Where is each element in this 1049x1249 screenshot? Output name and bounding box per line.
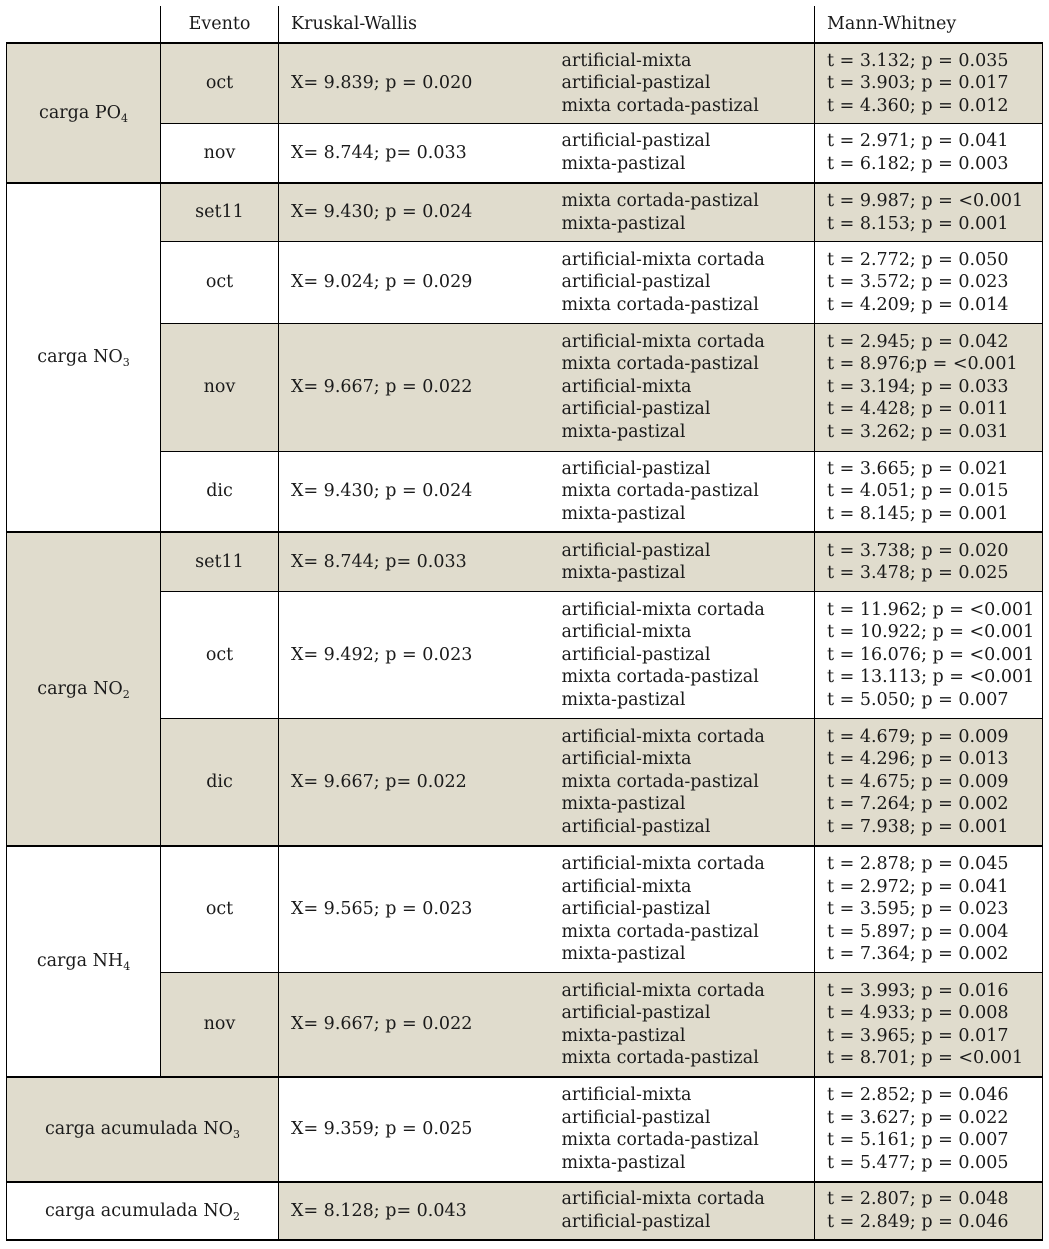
group-label-po4: carga $PO_4$ <box>7 43 161 183</box>
kruskal-cell: X= 8.128; p= 0.043 <box>279 1182 550 1240</box>
mann-whitney-cell <box>815 242 1043 323</box>
mw-line: t = 4.675; p = 0.009 <box>827 771 1009 792</box>
pairs-cell <box>550 1182 815 1240</box>
evento-cell: set11 <box>161 532 279 591</box>
mann-whitney-cell <box>815 43 1043 123</box>
pair-line: mixta cortada-pastizal <box>561 191 759 212</box>
kruskal-cell: X= 9.430; p = 0.024 <box>279 451 550 532</box>
pair-line: artificial-mixta cortada <box>561 980 765 1001</box>
mw-line: t = 5.897; p = 0.004 <box>827 921 1009 942</box>
mw-line: t = 2.945; p = 0.042 <box>827 331 1009 352</box>
mw-line: t = 6.182; p = 0.003 <box>827 153 1009 174</box>
pair-line: mixta-pastizal <box>561 689 686 710</box>
pairs-cell <box>550 451 815 532</box>
mw-line: t = 3.993; p = 0.016 <box>827 980 1009 1001</box>
mw-line: t = 3.194; p = 0.033 <box>827 376 1009 397</box>
pair-line: artificial-pastizal <box>561 816 711 837</box>
pair-line: mixta-pastizal <box>561 153 686 174</box>
pair-line: artificial-mixta <box>561 749 692 770</box>
pair-line: artificial-pastizal <box>561 540 711 561</box>
kruskal-cell: X= 9.492; p = 0.023 <box>279 592 550 719</box>
pair-line: mixta cortada-pastizal <box>561 481 759 502</box>
pair-line: artificial-pastizal <box>561 458 711 479</box>
pair-line: mixta-pastizal <box>561 1152 686 1173</box>
group-label-no3: carga $NO_3$ <box>7 183 161 533</box>
mw-line: t = 3.132; p = 0.035 <box>827 50 1009 71</box>
pairs-cell <box>550 123 815 182</box>
mann-whitney-cell <box>815 123 1043 182</box>
pairs-cell <box>550 1077 815 1182</box>
pair-line: artificial-mixta <box>561 876 692 897</box>
pair-line: mixta cortada-pastizal <box>561 1130 759 1151</box>
pairs-cell <box>550 183 815 242</box>
header-mann-whitney: Mann-Whitney <box>815 6 1043 43</box>
mw-line: t = 11.962; p = <0.001 <box>827 599 1035 620</box>
mw-line: t = 5.050; p = 0.007 <box>827 689 1009 710</box>
evento-cell: set11 <box>161 183 279 242</box>
table-row <box>7 123 1043 182</box>
kruskal-cell: X= 9.667; p = 0.022 <box>279 323 550 451</box>
pair-line: artificial-mixta <box>561 622 692 643</box>
mann-whitney-cell <box>815 323 1043 451</box>
evento-cell: nov <box>161 323 279 451</box>
kruskal-cell: X= 9.024; p = 0.029 <box>279 242 550 323</box>
mann-whitney-cell <box>815 973 1043 1078</box>
pairs-cell <box>550 43 815 123</box>
pair-line: mixta cortada-pastizal <box>561 354 759 375</box>
pair-line: mixta-pastizal <box>561 421 686 442</box>
mw-line: t = 3.572; p = 0.023 <box>827 272 1009 293</box>
pair-line: mixta cortada-pastizal <box>561 771 759 792</box>
kruskal-cell: X= 9.430; p = 0.024 <box>279 183 550 242</box>
pair-line: mixta-pastizal <box>561 563 686 584</box>
table-row <box>7 183 1043 242</box>
pair-line: mixta cortada-pastizal <box>561 1048 759 1069</box>
group-label-acumulada-no3: carga acumulada $NO_3$ <box>7 1077 279 1182</box>
evento-cell: oct <box>161 846 279 973</box>
pairs-cell <box>550 592 815 719</box>
pairs-cell <box>550 718 815 846</box>
pair-line: artificial-pastizal <box>561 272 711 293</box>
mw-line: t = 3.627; p = 0.022 <box>827 1107 1009 1128</box>
mw-line: t = 2.807; p = 0.048 <box>827 1189 1009 1210</box>
pair-line: artificial-mixta <box>561 376 692 397</box>
pairs-cell <box>550 973 815 1078</box>
mw-line: t = 2.849; p = 0.046 <box>827 1211 1009 1232</box>
mw-line: t = 3.738; p = 0.020 <box>827 540 1009 561</box>
pair-line: artificial-mixta cortada <box>561 331 765 352</box>
pair-line: artificial-mixta cortada <box>561 1189 765 1210</box>
pair-line: mixta cortada-pastizal <box>561 921 759 942</box>
mw-line: t = 7.264; p = 0.002 <box>827 794 1009 815</box>
mw-line: t = 8.976;p = <0.001 <box>827 354 1018 375</box>
pair-line: artificial-pastizal <box>561 899 711 920</box>
table-row <box>7 532 1043 591</box>
kruskal-cell: X= 9.359; p = 0.025 <box>279 1077 550 1182</box>
statistics-table <box>6 6 1043 1241</box>
pair-line: artificial-mixta cortada <box>561 249 765 270</box>
mw-line: t = 13.113; p = <0.001 <box>827 667 1035 688</box>
pair-line: mixta-pastizal <box>561 213 686 234</box>
mann-whitney-cell <box>815 592 1043 719</box>
pair-line: mixta cortada-pastizal <box>561 95 759 116</box>
mann-whitney-cell <box>815 183 1043 242</box>
mw-line: t = 4.296; p = 0.013 <box>827 749 1009 770</box>
mw-line: t = 5.161; p = 0.007 <box>827 1130 1009 1151</box>
pair-line: artificial-pastizal <box>561 399 711 420</box>
mann-whitney-cell <box>815 846 1043 973</box>
pairs-cell <box>550 323 815 451</box>
mann-whitney-cell <box>815 1077 1043 1182</box>
kruskal-cell: X= 8.744; p= 0.033 <box>279 532 550 591</box>
evento-cell: nov <box>161 973 279 1078</box>
group-label-no2: carga $NO_2$ <box>7 532 161 846</box>
table-row <box>7 718 1043 846</box>
header-blank <box>7 6 161 43</box>
table-row <box>7 1182 1043 1240</box>
pair-line: mixta-pastizal <box>561 794 686 815</box>
mw-line: t = 4.933; p = 0.008 <box>827 1003 1009 1024</box>
mw-line: t = 3.262; p = 0.031 <box>827 421 1009 442</box>
pair-line: artificial-pastizal <box>561 73 711 94</box>
header-evento: Evento <box>161 6 279 43</box>
mw-line: t = 3.595; p = 0.023 <box>827 899 1009 920</box>
pair-line: artificial-pastizal <box>561 1003 711 1024</box>
mw-line: t = 9.987; p = <0.001 <box>827 191 1024 212</box>
mw-line: t = 5.477; p = 0.005 <box>827 1152 1009 1173</box>
mw-line: t = 4.051; p = 0.015 <box>827 481 1009 502</box>
mw-line: t = 4.360; p = 0.012 <box>827 95 1009 116</box>
mw-line: t = 4.679; p = 0.009 <box>827 726 1009 747</box>
table-row <box>7 242 1043 323</box>
evento-cell: oct <box>161 43 279 123</box>
mw-line: t = 10.922; p = <0.001 <box>827 622 1035 643</box>
mw-line: t = 4.209; p = 0.014 <box>827 294 1009 315</box>
evento-cell: nov <box>161 123 279 182</box>
kruskal-cell: X= 9.839; p = 0.020 <box>279 43 550 123</box>
kruskal-cell: X= 9.667; p= 0.022 <box>279 718 550 846</box>
mw-line: t = 8.153; p = 0.001 <box>827 213 1009 234</box>
pair-line: artificial-pastizal <box>561 1211 711 1232</box>
table-row <box>7 451 1043 532</box>
pair-line: artificial-mixta <box>561 1085 692 1106</box>
pair-line: artificial-pastizal <box>561 644 711 665</box>
evento-cell: dic <box>161 718 279 846</box>
table-row <box>7 323 1043 451</box>
group-label-nh4: carga $NH_4$ <box>7 846 161 1077</box>
pair-line: mixta cortada-pastizal <box>561 667 759 688</box>
table-row <box>7 592 1043 719</box>
pair-line: artificial-mixta cortada <box>561 599 765 620</box>
mw-line: t = 7.938; p = 0.001 <box>827 816 1009 837</box>
mw-line: t = 2.972; p = 0.041 <box>827 876 1009 897</box>
pair-line: artificial-pastizal <box>561 131 711 152</box>
evento-cell: oct <box>161 592 279 719</box>
group-label-acumulada-no2: carga acumulada $NO_2$ <box>7 1182 279 1240</box>
mann-whitney-cell <box>815 1182 1043 1240</box>
pair-line: mixta-pastizal <box>561 944 686 965</box>
mw-line: t = 2.971; p = 0.041 <box>827 131 1009 152</box>
pair-line: mixta cortada-pastizal <box>561 294 759 315</box>
mw-line: t = 3.665; p = 0.021 <box>827 458 1009 479</box>
mw-line: t = 16.076; p = <0.001 <box>827 644 1035 665</box>
pair-line: artificial-mixta cortada <box>561 726 765 747</box>
evento-cell: dic <box>161 451 279 532</box>
kruskal-cell: X= 9.565; p = 0.023 <box>279 846 550 973</box>
kruskal-cell: X= 9.667; p = 0.022 <box>279 973 550 1078</box>
pairs-cell <box>550 242 815 323</box>
pairs-cell <box>550 846 815 973</box>
pair-line: artificial-mixta <box>561 50 692 71</box>
mw-line: t = 2.772; p = 0.050 <box>827 249 1009 270</box>
mann-whitney-cell <box>815 718 1043 846</box>
pair-line: mixta-pastizal <box>561 1025 686 1046</box>
mann-whitney-cell <box>815 451 1043 532</box>
mw-line: t = 7.364; p = 0.002 <box>827 944 1009 965</box>
mw-line: t = 2.878; p = 0.045 <box>827 854 1009 875</box>
mw-line: t = 8.145; p = 0.001 <box>827 503 1009 524</box>
mw-line: t = 8.701; p = <0.001 <box>827 1048 1024 1069</box>
kruskal-cell: X= 8.744; p= 0.033 <box>279 123 550 182</box>
pair-line: mixta-pastizal <box>561 503 686 524</box>
pair-line: artificial-mixta cortada <box>561 854 765 875</box>
table-row <box>7 1077 1043 1182</box>
mw-line: t = 4.428; p = 0.011 <box>827 399 1009 420</box>
mann-whitney-cell <box>815 532 1043 591</box>
mw-line: t = 3.965; p = 0.017 <box>827 1025 1009 1046</box>
table-row <box>7 973 1043 1078</box>
mw-line: t = 3.478; p = 0.025 <box>827 563 1009 584</box>
mw-line: t = 2.852; p = 0.046 <box>827 1085 1009 1106</box>
table-row <box>7 846 1043 973</box>
mw-line: t = 3.903; p = 0.017 <box>827 73 1009 94</box>
table-row <box>7 43 1043 123</box>
pair-line: artificial-pastizal <box>561 1107 711 1128</box>
header-kruskal-wallis: Kruskal-Wallis <box>279 6 815 43</box>
header-row <box>7 6 1043 43</box>
pairs-cell <box>550 532 815 591</box>
evento-cell: oct <box>161 242 279 323</box>
